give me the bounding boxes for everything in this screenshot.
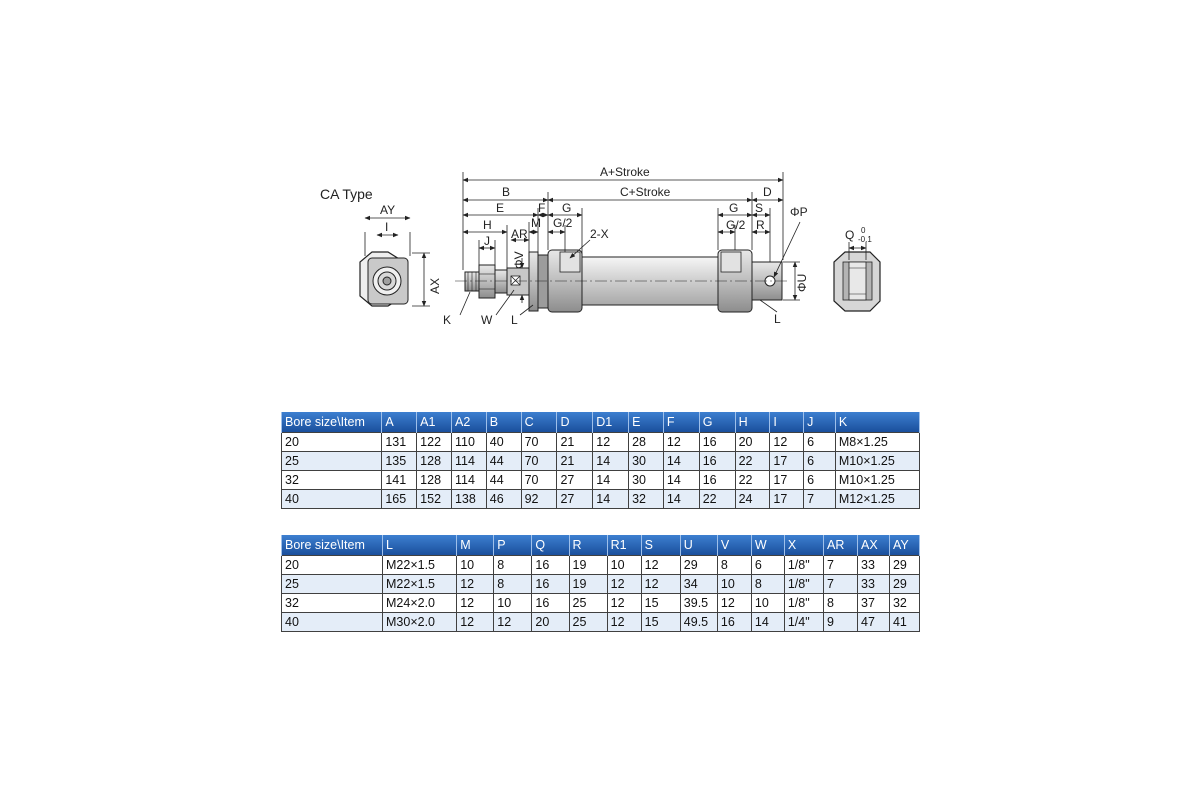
column-header: L	[383, 535, 457, 556]
table-cell: 16	[699, 471, 735, 490]
table-cell: 39.5	[680, 594, 717, 613]
table-cell: 46	[486, 490, 521, 509]
table-cell: 33	[858, 575, 890, 594]
dim-d: D	[763, 185, 772, 199]
table-cell: 138	[451, 490, 486, 509]
table-cell: 40	[486, 433, 521, 452]
dim-g: G	[562, 201, 572, 215]
table-cell: 12	[457, 594, 494, 613]
dim-j: J	[484, 234, 490, 248]
table-cell: 22	[699, 490, 735, 509]
table-cell: 10	[751, 594, 784, 613]
table-cell: 12	[663, 433, 699, 452]
table-cell: 122	[417, 433, 452, 452]
dim-q-tol-lower: -0.1	[858, 235, 872, 244]
table-cell: 29	[889, 575, 919, 594]
table-cell: 1/4"	[784, 613, 823, 632]
table-cell: M22×1.5	[383, 556, 457, 575]
dim-i: I	[385, 220, 389, 234]
table-cell: 20	[532, 613, 569, 632]
column-header: J	[804, 412, 836, 433]
table-cell: 32	[889, 594, 919, 613]
column-header: A2	[451, 412, 486, 433]
table-cell: 6	[804, 452, 836, 471]
table-cell: 34	[680, 575, 717, 594]
column-header: AX	[858, 535, 890, 556]
table-cell: 27	[557, 490, 593, 509]
table-cell: M22×1.5	[383, 575, 457, 594]
column-header: R1	[607, 535, 641, 556]
column-header: F	[663, 412, 699, 433]
table-cell: 16	[717, 613, 751, 632]
table-cell: M10×1.25	[835, 471, 919, 490]
table-row	[282, 575, 920, 594]
dimension-table-2	[281, 535, 920, 632]
table-cell: 8	[494, 556, 532, 575]
table-cell: 6	[804, 471, 836, 490]
dim-phi-p: ΦP	[790, 205, 808, 219]
dim-h: H	[483, 218, 492, 232]
column-header: I	[770, 412, 804, 433]
table-cell: 6	[804, 433, 836, 452]
column-header: D1	[593, 412, 629, 433]
table-cell: 128	[417, 471, 452, 490]
table-cell: 141	[382, 471, 417, 490]
dim-g2-rear: G/2	[726, 218, 746, 232]
column-header: D	[557, 412, 593, 433]
table-cell: 37	[858, 594, 890, 613]
table-cell: 40	[282, 490, 382, 509]
table-cell: 7	[804, 490, 836, 509]
column-header: Q	[532, 535, 569, 556]
column-header: W	[751, 535, 784, 556]
table-cell: 10	[494, 594, 532, 613]
table-cell: 20	[282, 556, 383, 575]
right-end-view	[834, 242, 880, 311]
table-cell: 1/8"	[784, 556, 823, 575]
table-cell: 12	[717, 594, 751, 613]
dim-g-rear: G	[729, 201, 739, 215]
table-cell: 40	[282, 613, 383, 632]
table-cell: 14	[663, 490, 699, 509]
table-cell: 15	[641, 594, 680, 613]
table-cell: 14	[751, 613, 784, 632]
table-cell: 32	[282, 471, 382, 490]
table-cell: M12×1.25	[835, 490, 919, 509]
dim-k: K	[443, 313, 452, 327]
table-cell: 12	[641, 575, 680, 594]
type-label: CA Type	[320, 186, 373, 202]
table-cell: 20	[735, 433, 770, 452]
dim-g2: G/2	[553, 216, 573, 230]
dim-ar: AR	[511, 227, 528, 241]
table-cell: 152	[417, 490, 452, 509]
table-row	[282, 433, 920, 452]
dim-f: F	[538, 201, 546, 215]
dim-s: S	[755, 201, 764, 215]
table-cell: 135	[382, 452, 417, 471]
table-cell: 9	[824, 613, 858, 632]
dim-r: R	[756, 218, 765, 232]
table-cell: 92	[521, 490, 557, 509]
dim-w: W	[481, 313, 493, 327]
table-row	[282, 613, 920, 632]
column-header: Bore size\Item	[282, 412, 382, 433]
table-header-row	[282, 412, 920, 433]
table-cell: 49.5	[680, 613, 717, 632]
table-cell: 29	[680, 556, 717, 575]
table-cell: 12	[641, 556, 680, 575]
table-cell: 41	[889, 613, 919, 632]
table-cell: 1/8"	[784, 575, 823, 594]
table-cell: 12	[457, 575, 494, 594]
table-cell: 70	[521, 452, 557, 471]
dim-phi-v: ΦV	[512, 251, 526, 269]
table-cell: 114	[451, 471, 486, 490]
table-cell: 8	[751, 575, 784, 594]
table-cell: 16	[699, 433, 735, 452]
table-cell: 19	[569, 556, 607, 575]
table-cell: 16	[532, 575, 569, 594]
table-cell: 19	[569, 575, 607, 594]
dim-q-tol-upper: 0	[861, 226, 866, 235]
dim-e: E	[496, 201, 505, 215]
table-cell: 44	[486, 452, 521, 471]
column-header: C	[521, 412, 557, 433]
column-header: X	[784, 535, 823, 556]
table-cell: 44	[486, 471, 521, 490]
dimension-table-1	[281, 412, 920, 509]
column-header: K	[835, 412, 919, 433]
dim-l-rear: L	[774, 312, 781, 326]
table-cell: 15	[641, 613, 680, 632]
table-cell: 17	[770, 471, 804, 490]
table-cell: 25	[282, 452, 382, 471]
column-header: B	[486, 412, 521, 433]
table-cell: 70	[521, 471, 557, 490]
table-cell: 21	[557, 433, 593, 452]
table-cell: 12	[607, 594, 641, 613]
table-cell: 110	[451, 433, 486, 452]
dim-q: Q	[845, 228, 855, 242]
table-cell: 12	[607, 575, 641, 594]
table-cell: 16	[699, 452, 735, 471]
dim-b: B	[502, 185, 511, 199]
table-cell: 25	[569, 613, 607, 632]
table-header-row	[282, 535, 920, 556]
table-cell: 14	[663, 452, 699, 471]
column-header: E	[629, 412, 664, 433]
column-header: R	[569, 535, 607, 556]
table-cell: 32	[282, 594, 383, 613]
table-cell: 10	[717, 575, 751, 594]
table-row	[282, 471, 920, 490]
dim-a-stroke: A+Stroke	[600, 165, 650, 179]
table-cell: 114	[451, 452, 486, 471]
table-cell: 14	[593, 471, 629, 490]
dim-ay: AY	[380, 203, 396, 217]
column-header: P	[494, 535, 532, 556]
dim-ax: AX	[428, 277, 442, 294]
column-header: H	[735, 412, 770, 433]
table-cell: 25	[282, 575, 383, 594]
table-cell: 30	[629, 452, 664, 471]
table-cell: 14	[663, 471, 699, 490]
column-header: A1	[417, 412, 452, 433]
table-cell: 30	[629, 471, 664, 490]
left-end-view	[360, 218, 430, 306]
table-cell: 131	[382, 433, 417, 452]
dim-m: M	[531, 216, 541, 230]
dim-c-stroke: C+Stroke	[620, 185, 671, 199]
table-cell: 1/8"	[784, 594, 823, 613]
table-cell: 165	[382, 490, 417, 509]
table-cell: 27	[557, 471, 593, 490]
table-cell: 29	[889, 556, 919, 575]
table-cell: 8	[824, 594, 858, 613]
table-row	[282, 594, 920, 613]
column-header: Bore size\Item	[282, 535, 383, 556]
table-cell: 47	[858, 613, 890, 632]
table-cell: 10	[457, 556, 494, 575]
table-row	[282, 490, 920, 509]
table-cell: M24×2.0	[383, 594, 457, 613]
table-cell: 25	[569, 594, 607, 613]
table-cell: 24	[735, 490, 770, 509]
table-cell: 6	[751, 556, 784, 575]
dim-phi-u: ΦU	[795, 273, 809, 292]
table-cell: 14	[593, 452, 629, 471]
column-header: S	[641, 535, 680, 556]
table-cell: 12	[593, 433, 629, 452]
table-row	[282, 556, 920, 575]
column-header: M	[457, 535, 494, 556]
table-cell: 28	[629, 433, 664, 452]
table-cell: 14	[593, 490, 629, 509]
table-cell: 10	[607, 556, 641, 575]
table-cell: 22	[735, 452, 770, 471]
table-cell: 17	[770, 452, 804, 471]
dim-l: L	[511, 313, 518, 327]
column-header: V	[717, 535, 751, 556]
table-cell: M8×1.25	[835, 433, 919, 452]
table-cell: 17	[770, 490, 804, 509]
table-cell: 7	[824, 575, 858, 594]
table-cell: 12	[457, 613, 494, 632]
dim-2x: 2-X	[590, 227, 609, 241]
column-header: AY	[889, 535, 919, 556]
column-header: AR	[824, 535, 858, 556]
column-header: A	[382, 412, 417, 433]
table-cell: 21	[557, 452, 593, 471]
table-cell: 33	[858, 556, 890, 575]
table-cell: 20	[282, 433, 382, 452]
table-cell: 8	[494, 575, 532, 594]
column-header: U	[680, 535, 717, 556]
table-cell: M30×2.0	[383, 613, 457, 632]
table-cell: 12	[607, 613, 641, 632]
table-cell: 7	[824, 556, 858, 575]
table-cell: 70	[521, 433, 557, 452]
table-cell: 12	[770, 433, 804, 452]
table-cell: 16	[532, 594, 569, 613]
table-cell: 12	[494, 613, 532, 632]
table-cell: M10×1.25	[835, 452, 919, 471]
column-header: G	[699, 412, 735, 433]
table-cell: 22	[735, 471, 770, 490]
table-cell: 128	[417, 452, 452, 471]
table-row	[282, 452, 920, 471]
table-cell: 16	[532, 556, 569, 575]
table-cell: 32	[629, 490, 664, 509]
table-cell: 8	[717, 556, 751, 575]
